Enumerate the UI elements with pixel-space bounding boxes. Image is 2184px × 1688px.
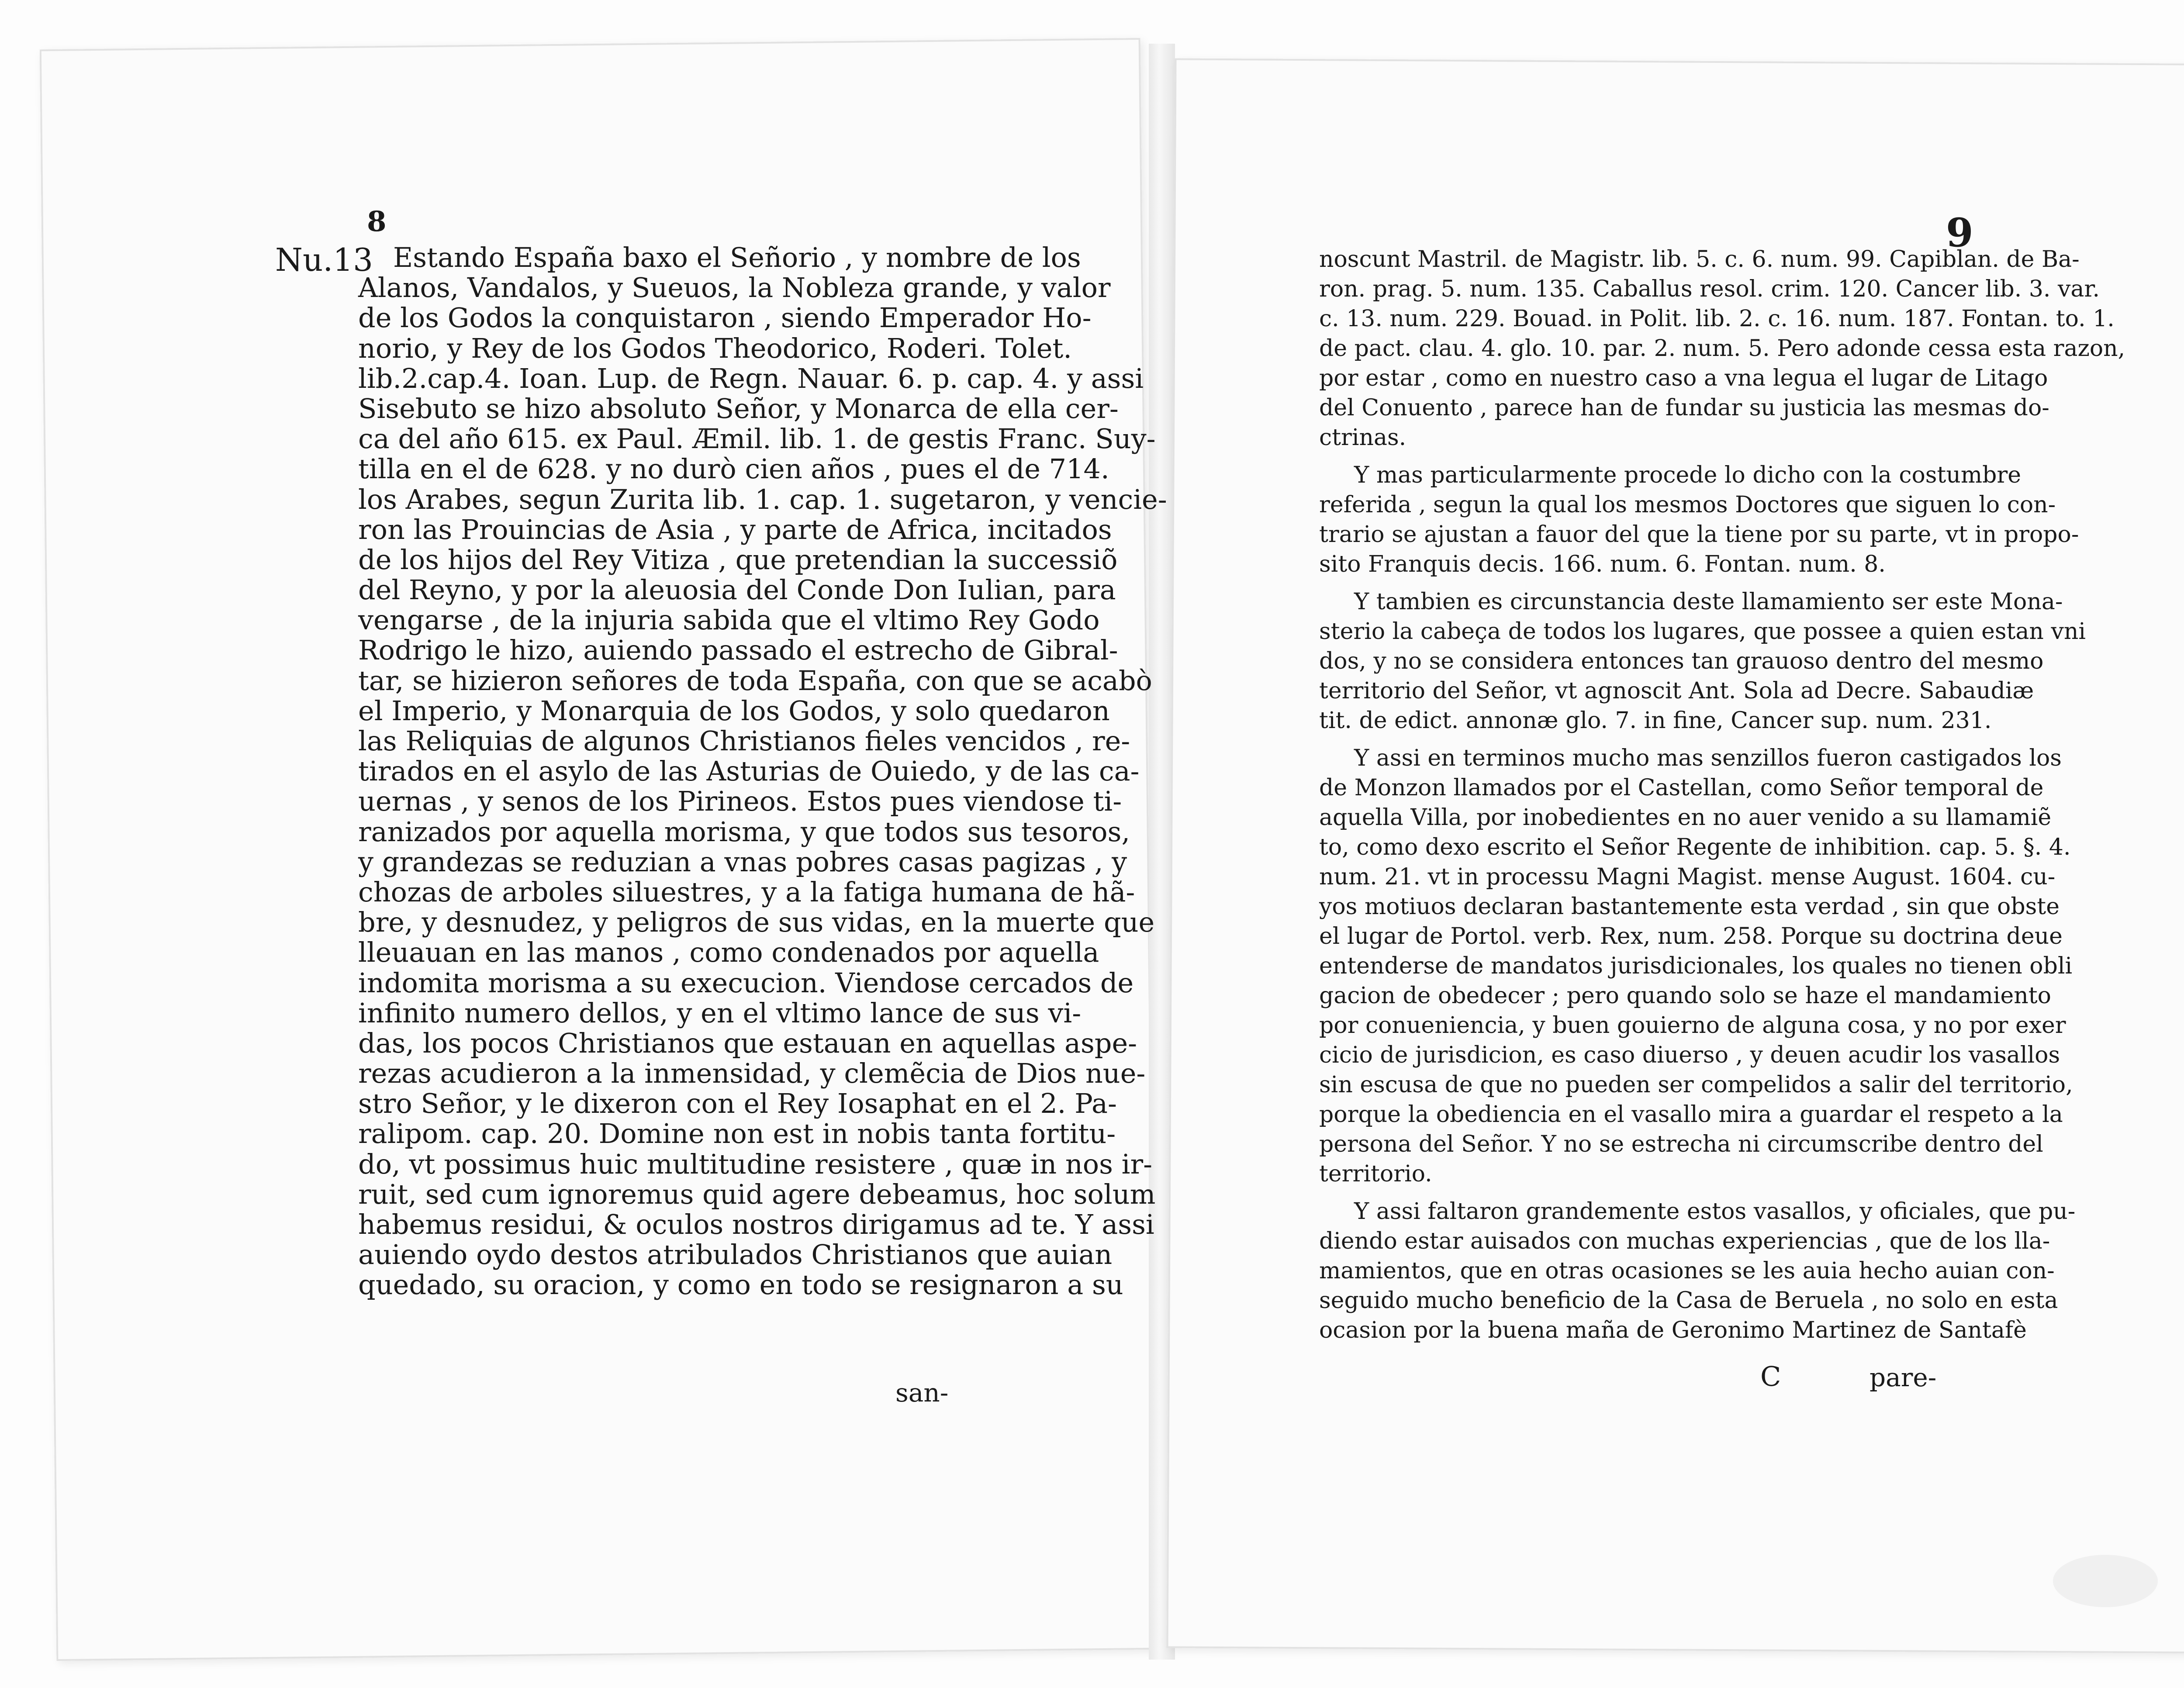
text-line: Y mas particularmente procede lo dicho con la costumbre [1354, 462, 2022, 488]
text-line: Sisebuto se hizo absoluto Señor, y Monarca de ella cer- [358, 392, 1119, 425]
text-line: del Reyno, y por la aleuosia del Conde Don Iulian, para [358, 574, 1116, 606]
left-page-number: 8 [367, 205, 387, 238]
text-line: el lugar de Portol. verb. Rex, num. 258. Porque su doctrina deue [1319, 923, 2063, 949]
text-line: trario se ajustan a fauor del que la tiene por su parte, vt in propo- [1319, 521, 2079, 548]
foxing-stain [2053, 1555, 2158, 1607]
text-line: el Imperio, y Monarquia de los Godos, y solo quedaron [358, 694, 1110, 727]
text-line: tit. de edict. annonæ glo. 7. in fine, Cancer sup. num. 231. [1319, 708, 1992, 734]
text-line: vengarse , de la injuria sabida que el vltimo Rey Godo [358, 604, 1100, 636]
text-line: dos, y no se considera entonces tan grauoso dentro del mesmo [1319, 648, 2044, 674]
text-line: num. 21. vt in processu Magni Magist. mense August. 1604. cu- [1319, 864, 2056, 890]
text-line: to, como dexo escrito el Señor Regente de inhibition. cap. 5. §. 4. [1319, 834, 2071, 860]
left-page-text [358, 242, 1167, 1300]
text-line: territorio del Señor, vt agnoscit Ant. Sola ad Decre. Sabaudiæ [1319, 678, 2034, 704]
text-line: lib.2.cap.4. Ioan. Lup. de Regn. Nauar. 6. p. cap. 4. y assi [358, 362, 1144, 394]
text-line: de los hijos del Rey Vitiza , que pretendian la successiõ [358, 543, 1118, 576]
text-line: persona del Señor. Y no se estrecha ni circumscribe dentro del [1319, 1131, 2043, 1157]
text-line: norio, y Rey de los Godos Theodorico, Roderi. Tolet. [358, 332, 1072, 364]
text-line: gacion de obedecer ; pero quando solo se haze el mandamiento [1319, 983, 2051, 1009]
text-line: Estando España baxo el Señorio , y nombre de los [393, 242, 1081, 273]
text-line: stro Señor, y le dixeron con el Rey Iosaphat en el 2. Pa- [358, 1087, 1117, 1120]
paragraph-gap [1319, 735, 2125, 743]
text-line: sterio la cabeça de todos los lugares, que possee a quien estan vni [1319, 618, 2086, 645]
right-catchword: pare- [1870, 1363, 1937, 1392]
text-line: ctrinas. [1319, 425, 1406, 451]
text-line: cicio de jurisdicion, es caso diuerso , y deuen acudir los vasallos [1319, 1042, 2060, 1068]
text-line: uernas , y senos de los Pirineos. Estos pues viendose ti- [358, 785, 1122, 818]
text-line: ron. prag. 5. num. 135. Caballus resol. crim. 120. Cancer lib. 3. var. [1319, 276, 2100, 302]
text-line: porque la obediencia en el vasallo mira a guardar el respeto a la [1319, 1101, 2063, 1128]
text-line: quedado, su oracion, y como en todo se resignaron a su [358, 1269, 1123, 1301]
text-line: referida , segun la qual los mesmos Doctores que siguen lo con- [1319, 492, 2056, 518]
text-line: por conueniencia, y buen gouierno de alguna cosa, y no por exer [1319, 1012, 2066, 1039]
text-line: noscunt Mastril. de Magistr. lib. 5. c. 6. num. 99. Capiblan. de Ba- [1319, 246, 2080, 273]
text-line: sito Franquis decis. 166. num. 6. Fontan. num. 8. [1319, 551, 1886, 577]
text-line: ron las Prouincias de Asia , y parte de Africa, incitados [358, 513, 1112, 545]
text-line: Y tambien es circunstancia deste llamamiento ser este Mona- [1354, 589, 2063, 615]
text-line: del Conuento , parece han de fundar su justicia las mesmas do- [1319, 395, 2049, 421]
text-line: seguido mucho beneficio de la Casa de Beruela , no solo en esta [1319, 1288, 2058, 1314]
paragraph-gap [1319, 579, 2125, 587]
text-line: de Monzon llamados por el Castellan, como Señor temporal de [1319, 775, 2044, 801]
paragraph-gap [1319, 1189, 2125, 1197]
text-line: indomita morisma a su execucion. Viendose cercados de [358, 967, 1134, 999]
right-page-number: 9 [1946, 210, 1973, 256]
signature-mark: C [1760, 1360, 1781, 1392]
text-line: las Reliquias de algunos Christianos fieles vencidos , re- [358, 725, 1130, 757]
text-line: ralipom. cap. 20. Domine non est in nobis tanta fortitu- [358, 1118, 1116, 1150]
text-line: bre, y desnudez, y peligros de sus vidas, en la muerte que [358, 906, 1155, 939]
text-line: habemus residui, & oculos nostros dirigamus ad te. Y assi [358, 1208, 1154, 1240]
paragraph-gap [1319, 452, 2125, 460]
text-line: de pact. clau. 4. glo. 10. par. 2. num. 5. Pero adonde cessa esta razon, [1319, 335, 2125, 362]
text-line: los Arabes, segun Zurita lib. 1. cap. 1. sugetaron, y vencie- [358, 483, 1167, 515]
text-line: auiendo oydo destos atribulados Christianos que auian [358, 1239, 1113, 1271]
text-line: ruit, sed cum ignoremus quid agere debeamus, hoc solum [358, 1178, 1156, 1210]
text-line: entenderse de mandatos jurisdicionales, los quales no tienen obli [1319, 953, 2073, 979]
text-line: territorio. [1319, 1161, 1432, 1187]
text-line: das, los pocos Christianos que estauan en aquellas aspe- [358, 1027, 1137, 1059]
right-page-text [1319, 245, 2125, 1345]
text-line: rezas acudieron a la inmensidad, y clemẽcia de Dios nue- [358, 1057, 1146, 1090]
left-catchword: san- [895, 1378, 949, 1408]
text-line: infinito numero dellos, y en el vltimo lance de sus vi- [358, 997, 1082, 1029]
text-line: por estar , como en nuestro caso a vna legua el lugar de Litago [1319, 365, 2048, 391]
text-line: de los Godos la conquistaron , siendo Emperador Ho- [358, 302, 1092, 334]
text-line: c. 13. num. 229. Bouad. in Polit. lib. 2. c. 16. num. 187. Fontan. to. 1. [1319, 306, 2115, 332]
text-line: lleuauan en las manos , como condenados por aquella [358, 936, 1099, 969]
text-line: tar, se hizieron señores de toda España, con que se acabò [358, 664, 1152, 697]
text-line: sin escusa de que no pueden ser compelidos a salir del territorio, [1319, 1072, 2073, 1098]
text-line: chozas de arboles siluestres, y a la fatiga humana de hã- [358, 876, 1135, 908]
text-line: ranizados por aquella morisma, y que todos sus tesoros, [358, 815, 1130, 848]
text-line: Alanos, Vandalos, y Sueuos, la Nobleza grande, y valor [358, 272, 1111, 304]
text-line: Y assi faltaron grandemente estos vasallos, y oficiales, que pu- [1354, 1198, 2076, 1225]
text-line: ca del año 615. ex Paul. Æmil. lib. 1. de gestis Franc. Suy- [358, 423, 1156, 455]
text-line: do, vt possimus huic multitudine resistere , quæ in nos ir- [358, 1148, 1153, 1180]
text-line: tirados en el asylo de las Asturias de Ouiedo, y de las ca- [358, 755, 1140, 787]
text-line: Y assi en terminos mucho mas senzillos fueron castigados los [1354, 745, 2062, 771]
text-line: ocasion por la buena maña de Geronimo Martinez de Santafè [1319, 1317, 2027, 1343]
text-line: aquella Villa, por inobedientes en no auer venido a su llamamiẽ [1319, 804, 2052, 831]
text-line: Rodrigo le hizo, auiendo passado el estrecho de Gibral- [358, 634, 1118, 666]
text-line: mamientos, que en otras ocasiones se les auia hecho auian con- [1319, 1258, 2055, 1284]
text-line: diendo estar auisados con muchas experiencias , que de los lla- [1319, 1228, 2050, 1254]
left-margin-note: Nu.13 [275, 242, 373, 278]
text-line: y grandezas se reduzian a vnas pobres casas pagizas , y [358, 846, 1127, 878]
text-line: tilla en el de 628. y no durò cien años , pues el de 714. [358, 453, 1109, 485]
text-line: yos motiuos declaran bastantemente esta verdad , sin que obste [1319, 894, 2060, 920]
